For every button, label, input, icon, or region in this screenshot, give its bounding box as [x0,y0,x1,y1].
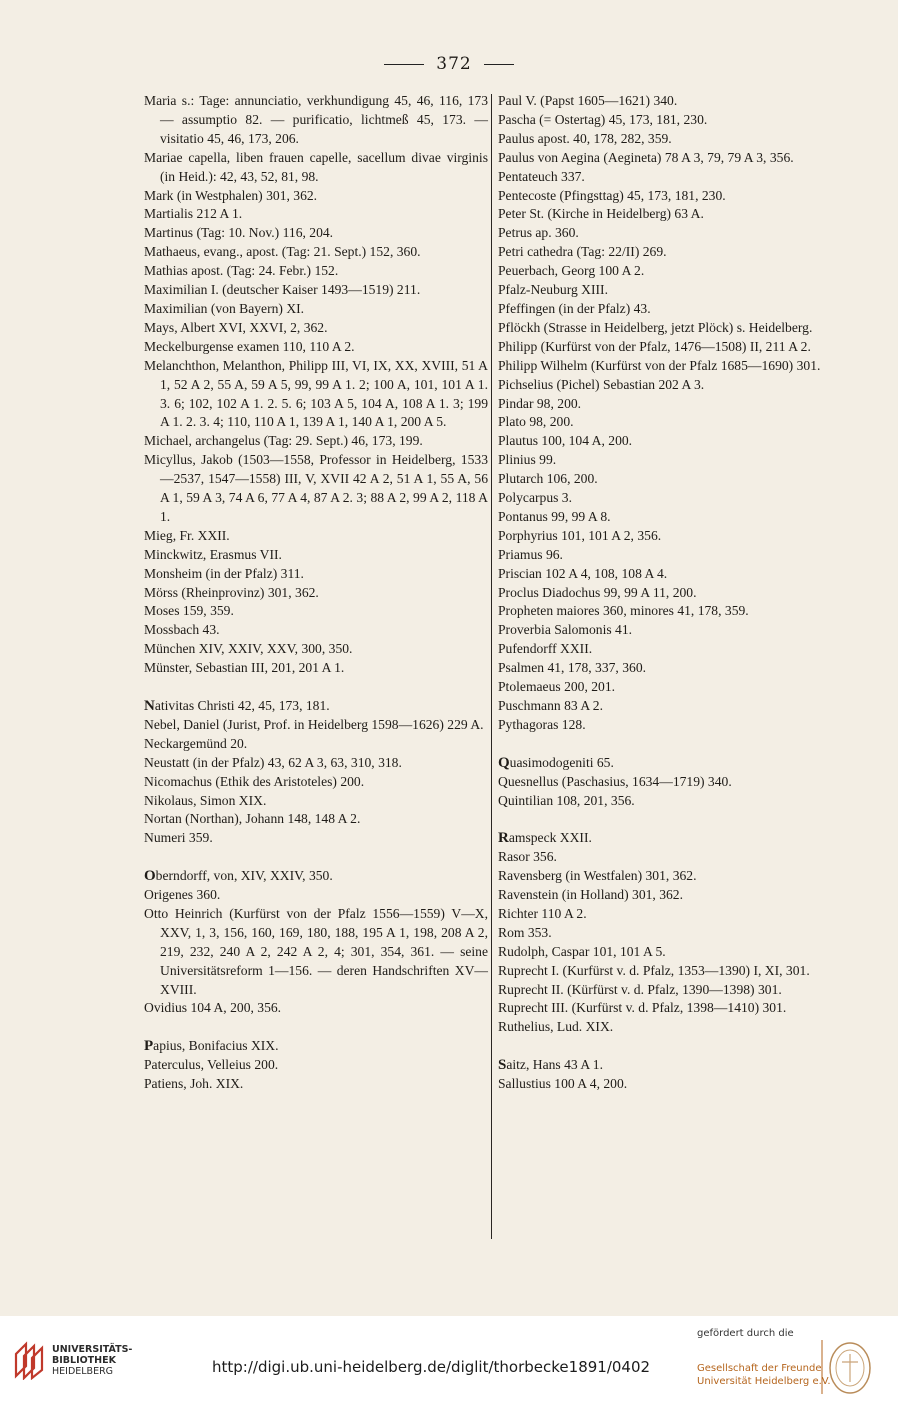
entry-text: Martinus (Tag: 10. Nov.) 116, 204. [144,225,334,241]
left-index-entry [144,999,488,1018]
left-index-entry [144,1037,488,1056]
entry-text: Mariae capella, liben frauen capelle, sacellum divae virginis (in Heid.): 42, 43, 52, 81, 98. [144,149,488,184]
left-index-entry [144,205,488,224]
right-index-entry [498,470,842,489]
entry-text: Paul V. (Papst 1605—1621) 340. [498,93,678,108]
entry-text: Ruthelius, Lud. XIX. [498,1019,614,1035]
entry-text: aitz, Hans 43 A 1. [506,1057,603,1073]
index-column-right [498,92,842,1094]
right-index-entry [498,640,842,659]
entry-text: Martialis 212 A 1. [144,206,243,222]
entry-text: Proclus Diadochus 99, 99 A 11, 200. [498,584,697,600]
entry-text: Propheten maiores 360, minores 41, 178, 359. [498,603,749,619]
entry-text: Priamus 96. [498,546,563,562]
entry-text: Pentateuch 337. [498,168,585,184]
entry-text: Plinius 99. [498,452,557,468]
left-index-entry [144,829,488,848]
entry-text: München XIV, XXIV, XXV, 300, 350. [144,641,353,657]
left-index-entry [144,1056,488,1075]
section-initial: R [498,830,509,847]
left-index-entry [144,281,488,300]
entry-text: Puschmann 83 A 2. [498,698,603,713]
right-index-entry [498,546,842,565]
society-line-1: Gesellschaft der Freunde [697,1363,822,1374]
right-index-entry [498,489,842,508]
right-index-entry [498,981,842,1000]
right-index-entry [498,792,842,811]
entry-text: Psalmen 41, 178, 337, 360. [498,660,647,676]
left-index-entry [144,243,488,262]
university-seal-icon [820,1336,874,1398]
entry-text: Monsheim (in der Pfalz) 311. [144,565,304,581]
right-index-entry [498,338,842,357]
left-index-entry [144,224,488,243]
right-index-entry [498,262,842,281]
section-initial: S [498,1057,507,1074]
entry-text: Quesnellus (Paschasius, 1634—1719) 340. [498,773,732,789]
entry-text: Plato 98, 200. [498,414,574,430]
right-index-entry [498,678,842,697]
entry-text: Mathaeus, evang., apost. (Tag: 21. Sept.) 152, 360. [144,244,421,260]
entry-text: Paterculus, Velleius 200. [144,1057,279,1073]
entry-text: Nortan (Northan), Johann 148, 148 A 2. [144,811,361,827]
entry-text: Proverbia Salomonis 41. [498,622,633,638]
right-index-entry [498,829,842,848]
uni-line-1: UNIVERSITÄTS- [52,1344,133,1355]
entry-text: Nebel, Daniel (Jurist, Prof. in Heidelberg 1598—1626) 229 A. [144,716,484,732]
funded-by-label: gefördert durch die [697,1328,794,1339]
entry-text: Minckwitz, Erasmus VII. [144,546,282,562]
entry-text: Sallustius 100 A 4, 200. [498,1076,628,1092]
right-index-entry [498,224,842,243]
left-index-entry [144,546,488,565]
entry-text: Neustatt (in der Pfalz) 43, 62 A 3, 63, 310, 318. [144,754,402,770]
entry-text: uasimodogeniti 65. [509,754,614,770]
right-index-entry [498,848,842,867]
right-index-entry [498,1056,842,1075]
right-index-entry [498,943,842,962]
right-index-entry [498,92,842,111]
entry-text: Philipp (Kurfürst von der Pfalz, 1476—1508) II, 211 A 2. [498,338,811,354]
left-index-entry [144,773,488,792]
entry-text: ativitas Christi 42, 45, 173, 181. [154,697,330,713]
entry-text: Otto Heinrich (Kurfürst von der Pfalz 1556—1559) V—X, XXV, 1, 3, 156, 160, 169, 180, 188, 195 A 1, 198, 208 A 2, 219, 232, 240 A 2, 242 A 2, 4; 301, 354, 361. — seine Universitätsreform 1—156. — deren Handschriften XV—XVIII. [144,905,488,997]
right-index-entry [498,432,842,451]
entry-text: Nicomachus (Ethik des Aristoteles) 200. [144,773,365,789]
university-library-logo-icon [12,1340,46,1380]
entry-text: Pflöckh (Strasse in Heidelberg, jetzt Plöck) s. Heidelberg. [498,319,813,335]
entry-text: Rasor 356. [498,849,557,865]
entry-text: Rudolph, Caspar 101, 101 A 5. [498,943,666,959]
society-line-2: Universität Heidelberg e.V. [697,1376,831,1387]
entry-text: Numeri 359. [144,830,213,846]
entry-text: Ruprecht I. (Kurfürst v. d. Pfalz, 1353—1390) I, XI, 301. [498,962,810,978]
left-index-entry [144,565,488,584]
right-index-entry [498,149,842,168]
index-column-left [144,92,488,1094]
entry-text: Paulus von Aegina (Aegineta) 78 A 3, 79, 79 A 3, 356. [498,149,794,165]
right-index-entry [498,1018,842,1037]
left-index-entry [144,754,488,773]
right-index-entry [498,357,842,376]
right-index-entry [498,886,842,905]
right-index-entry [498,905,842,924]
left-index-entry [144,300,488,319]
entry-text: Petri cathedra (Tag: 22/II) 269. [498,244,667,260]
entry-text: Nikolaus, Simon XIX. [144,792,267,808]
right-index-entry [498,376,842,395]
entry-text: Pfalz-Neuburg XIII. [498,282,608,298]
entry-text: Philipp Wilhelm (Kurfürst von der Pfalz 1685—1690) 301. [498,357,821,373]
entry-text: Ovidius 104 A, 200, 356. [144,1000,282,1016]
left-index-entry [144,697,488,716]
left-index-entry [144,867,488,886]
entry-text: Pufendorff XXII. [498,641,593,657]
section-initial: O [144,868,156,885]
page-number-text: 372 [436,54,472,74]
left-index-entry [144,640,488,659]
section-initial: P [144,1038,154,1055]
page-number-dash-left [384,64,424,65]
entry-text: Quintilian 108, 201, 356. [498,792,635,808]
right-index-entry [498,205,842,224]
entry-text: Pindar 98, 200. [498,395,582,411]
entry-text: amspeck XXII. [508,830,592,846]
right-index-entry [498,527,842,546]
entry-text: Paulus apost. 40, 178, 282, 359. [498,130,672,146]
right-index-entry [498,621,842,640]
entry-text: Pentecoste (Pfingsttag) 45, 173, 181, 230. [498,187,726,203]
page-number [0,54,898,74]
section-initial: N [144,697,155,714]
entry-text: Patiens, Joh. XIX. [144,1076,244,1092]
left-index-entry [144,527,488,546]
entry-text: Mark (in Westphalen) 301, 362. [144,187,318,203]
entry-text: Mörss (Rheinprovinz) 301, 362. [144,584,319,600]
right-index-entry [498,659,842,678]
right-index-entry [498,999,842,1018]
entry-text: Münster, Sebastian III, 201, 201 A 1. [144,660,345,676]
entry-text: Maximilian I. (deutscher Kaiser 1493—1519) 211. [144,282,421,298]
right-index-entry [498,962,842,981]
entry-text: Ravenstein (in Holland) 301, 362. [498,887,683,903]
right-index-entry [498,697,842,716]
left-index-entry [144,792,488,811]
entry-text: Origenes 360. [144,887,221,903]
entry-text: Maria s.: Tage: annunciatio, verkhundigung 45, 46, 116, 173 — assumptio 82. — purificatio, lichtmeß 45, 173. — visitatio 45, 46, 173, 206. [144,93,488,146]
left-index-entry [144,716,488,735]
section-initial: Q [498,754,510,771]
uni-line-2: BIBLIOTHEK [52,1355,116,1366]
left-index-entry [144,735,488,754]
left-index-entry [144,451,488,527]
right-index-entry [498,773,842,792]
right-index-entry [498,168,842,187]
entry-text: Peuerbach, Georg 100 A 2. [498,263,645,279]
entry-text: Pontanus 99, 99 A 8. [498,508,611,524]
right-index-entry [498,413,842,432]
right-index-entry [498,243,842,262]
entry-text: Micyllus, Jakob (1503—1558, Professor in Heidelberg, 1533—2537, 1547—1558) III, V, XVII 42 A 2, 51 A 1, 55 A, 56 A 1, 59 A 3, 74 A 6, 77 A 4, 87 A 2. 3; 88 A 2, 99 A 2, 118 A 1. [144,452,488,524]
entry-text: Richter 110 A 2. [498,905,587,921]
left-index-entry [144,1075,488,1094]
right-index-entry [498,716,842,735]
right-index-entry [498,300,842,319]
left-index-entry [144,905,488,1000]
entry-text: Pfeffingen (in der Pfalz) 43. [498,300,651,316]
right-index-entry [498,754,842,773]
right-index-entry [498,319,842,338]
entry-text: Petrus ap. 360. [498,225,579,241]
right-index-entry [498,111,842,130]
right-index-entry [498,565,842,584]
left-index-entry [144,319,488,338]
entry-text: Mays, Albert XVI, XXVI, 2, 362. [144,319,328,335]
column-divider [491,94,492,1239]
right-index-entry [498,451,842,470]
page-number-dash-right [484,64,514,65]
uni-line-3: HEIDELBERG [52,1366,114,1377]
right-index-entry [498,1075,842,1094]
left-index-entry [144,621,488,640]
entry-text: Melanchthon, Melanthon, Philipp III, VI, IX, XX, XVIII, 51 A 1, 52 A 2, 55 A, 59 A 5, 99, 99 A 1. 2; 100 A, 101, 101 A 1. 3. 6; 102, 102 A 1. 2. 5. 6; 103 A 5, 104 A, 108 A 1. 3; 199 A 1. 2. 3. 4; 110, 110 A 1, 139 A 1, 140 A 1, 200 A 5. [144,357,488,430]
entry-text: Mossbach 43. [144,622,220,638]
entry-text: Pichselius (Pichel) Sebastian 202 A 3. [498,376,705,392]
entry-text: Polycarpus 3. [498,490,573,506]
entry-text: Peter St. (Kirche in Heidelberg) 63 A. [498,206,704,222]
left-index-entry [144,584,488,603]
entry-text: Porphyrius 101, 101 A 2, 356. [498,527,662,543]
right-index-entry [498,584,842,603]
entry-text: Plautus 100, 104 A, 200. [498,433,633,449]
entry-text: Rom 353. [498,924,552,940]
entry-text: Neckargemünd 20. [144,735,248,751]
right-index-entry [498,602,842,621]
left-index-entry [144,187,488,206]
right-index-entry [498,395,842,414]
right-index-entry [498,508,842,527]
entry-text: Ruprecht II. (Kürfürst v. d. Pfalz, 1390—1398) 301. [498,981,782,997]
left-index-entry [144,338,488,357]
right-index-entry [498,867,842,886]
entry-text: Plutarch 106, 200. [498,471,598,487]
left-index-entry [144,602,488,621]
right-index-entry [498,924,842,943]
left-index-entry [144,357,488,433]
left-index-entry [144,92,488,149]
entry-text: apius, Bonifacius XIX. [153,1038,279,1054]
left-index-entry [144,810,488,829]
entry-text: Maximilian (von Bayern) XI. [144,300,305,316]
left-index-entry [144,886,488,905]
entry-text: Michael, archangelus (Tag: 29. Sept.) 46, 173, 199. [144,433,423,449]
left-index-entry [144,432,488,451]
right-index-entry [498,281,842,300]
entry-text: berndorff, von, XIV, XXIV, 350. [155,868,333,884]
entry-text: Ptolemaeus 200, 201. [498,679,616,695]
right-index-entry [498,130,842,149]
left-index-entry [144,659,488,678]
entry-text: Meckelburgense examen 110, 110 A 2. [144,338,355,354]
entry-text: Pascha (= Ostertag) 45, 173, 181, 230. [498,111,708,127]
left-index-entry [144,149,488,187]
left-index-entry [144,262,488,281]
right-index-entry [498,187,842,206]
entry-text: Mieg, Fr. XXII. [144,527,230,543]
entry-text: Ravensberg (in Westfalen) 301, 362. [498,868,697,884]
footer-bar [0,1316,898,1405]
entry-text: Pythagoras 128. [498,716,586,732]
university-library-name [52,1344,132,1377]
permalink-url[interactable]: http://digi.ub.uni-heidelberg.de/diglit/thorbecke1891/0402 [212,1358,651,1376]
entry-text: Mathias apost. (Tag: 24. Febr.) 152. [144,263,339,279]
entry-text: Ruprecht III. (Kurfürst v. d. Pfalz, 1398—1410) 301. [498,1000,787,1016]
society-name [697,1362,831,1388]
entry-text: Moses 159, 359. [144,603,234,619]
entry-text: Priscian 102 A 4, 108, 108 A 4. [498,565,668,581]
